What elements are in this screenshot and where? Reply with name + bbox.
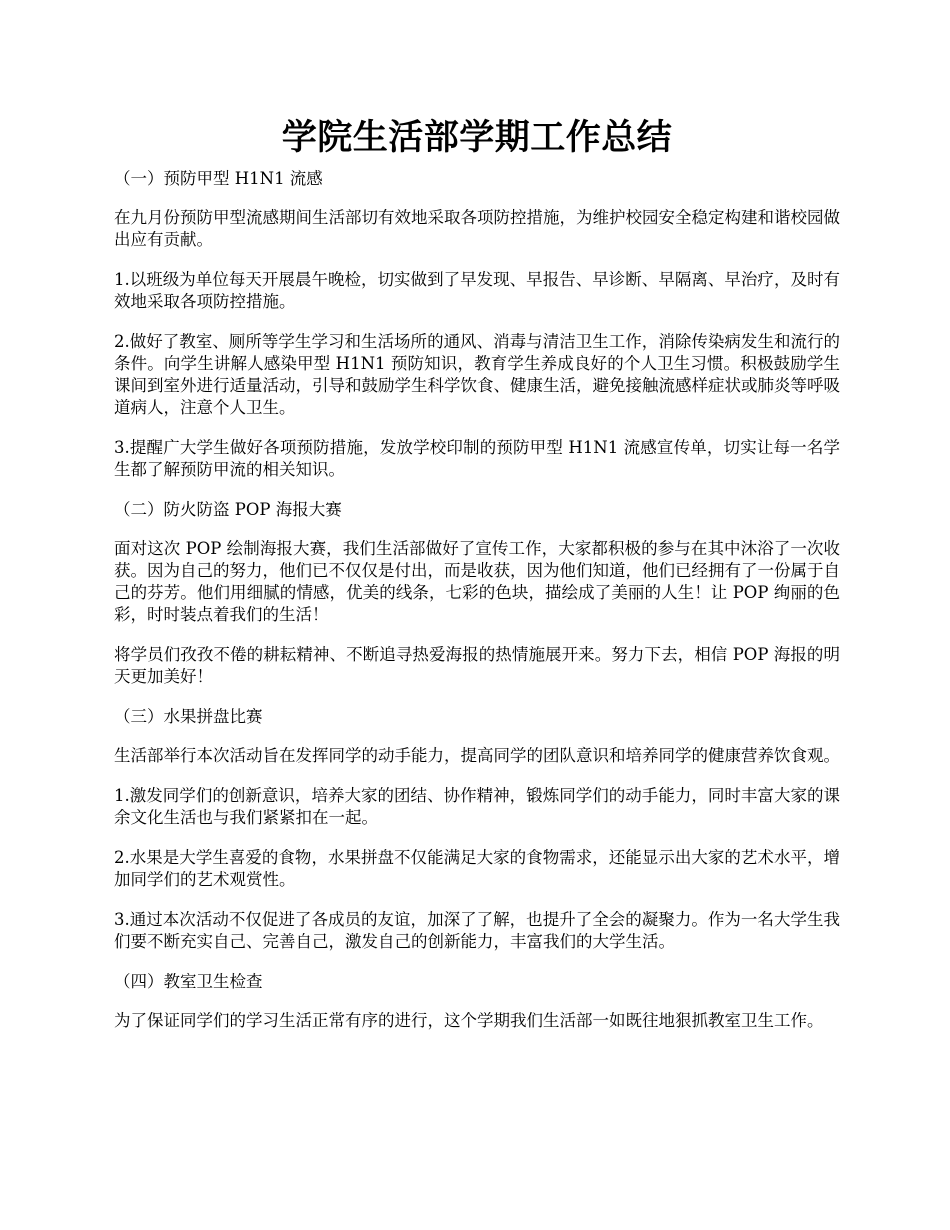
paragraph: 1.以班级为单位每天开展晨午晚检，切实做到了早发现、早报告、早诊断、早隔离、早治疗，及时有效地采取各项防控措施。: [114, 270, 840, 311]
paragraph: 将学员们孜孜不倦的耕耘精神、不断追寻热爱海报的热情施展开来。努力下去，相信 POP 海报的明天更加美好！: [114, 645, 840, 686]
paragraph: 生活部举行本次活动旨在发挥同学的动手能力，提高同学的团队意识和培养同学的健康营养饮食观。: [114, 746, 840, 765]
paragraph: 2.水果是大学生喜爱的食物，水果拼盘不仅能满足大家的食物需求，还能显示出大家的艺术水平，增加同学们的艺术观赏性。: [114, 848, 840, 889]
section-heading-2: （二）防火防盗 POP 海报大赛: [114, 500, 342, 519]
section-heading-4: （四）教室卫生检查: [114, 972, 263, 991]
paragraph: 面对这次 POP 绘制海报大赛，我们生活部做好了宣传工作，大家都积极的参与在其中沐浴了一次收获。因为自己的努力，他们已不仅仅是付出，而是收获，因为他们知道，他们已经拥有了一份属于自己的芬芳。他们用细腻的情感，优美的线条，七彩的色块，描绘成了美丽的人生！让 POP 绚丽的色彩，时时装点着我们的生活！: [114, 539, 840, 624]
paragraph: 在九月份预防甲型流感期间生活部切有效地采取各项防控措施，为维护校园安全稳定构建和谐校园做出应有贡献。: [114, 208, 840, 249]
section-heading-3: （三）水果拼盘比赛: [114, 707, 263, 726]
paragraph: 3.提醒广大学生做好各项预防措施，发放学校印制的预防甲型 H1N1 流感宣传单，切实让每一名学生都了解预防甲流的相关知识。: [114, 438, 840, 479]
document-title: 学院生活部学期工作总结: [281, 117, 673, 158]
paragraph: 为了保证同学们的学习生活正常有序的进行，这个学期我们生活部一如既往地狠抓教室卫生工作。: [114, 1011, 824, 1030]
section-heading-1: （一）预防甲型 H1N1 流感: [114, 169, 323, 188]
paragraph: 3.通过本次活动不仅促进了各成员的友谊，加深了了解，也提升了全会的凝聚力。作为一名大学生我们要不断充实自己、完善自己，激发自己的创新能力，丰富我们的大学生活。: [114, 910, 840, 951]
paragraph: 2.做好了教室、厕所等学生学习和生活场所的通风、消毒与清洁卫生工作，消除传染病发生和流行的条件。向学生讲解人感染甲型 H1N1 预防知识，教育学生养成良好的个人卫生习惯。积极鼓励学生课间到室外进行适量活动，引导和鼓励学生科学饮食、健康生活，避免接触流感样症状或肺炎等呼吸道病人，注意个人卫生。: [114, 332, 840, 417]
paragraph: 1.激发同学们的创新意识，培养大家的团结、协作精神，锻炼同学们的动手能力，同时丰富大家的课余文化生活也与我们紧紧扣在一起。: [114, 786, 840, 827]
